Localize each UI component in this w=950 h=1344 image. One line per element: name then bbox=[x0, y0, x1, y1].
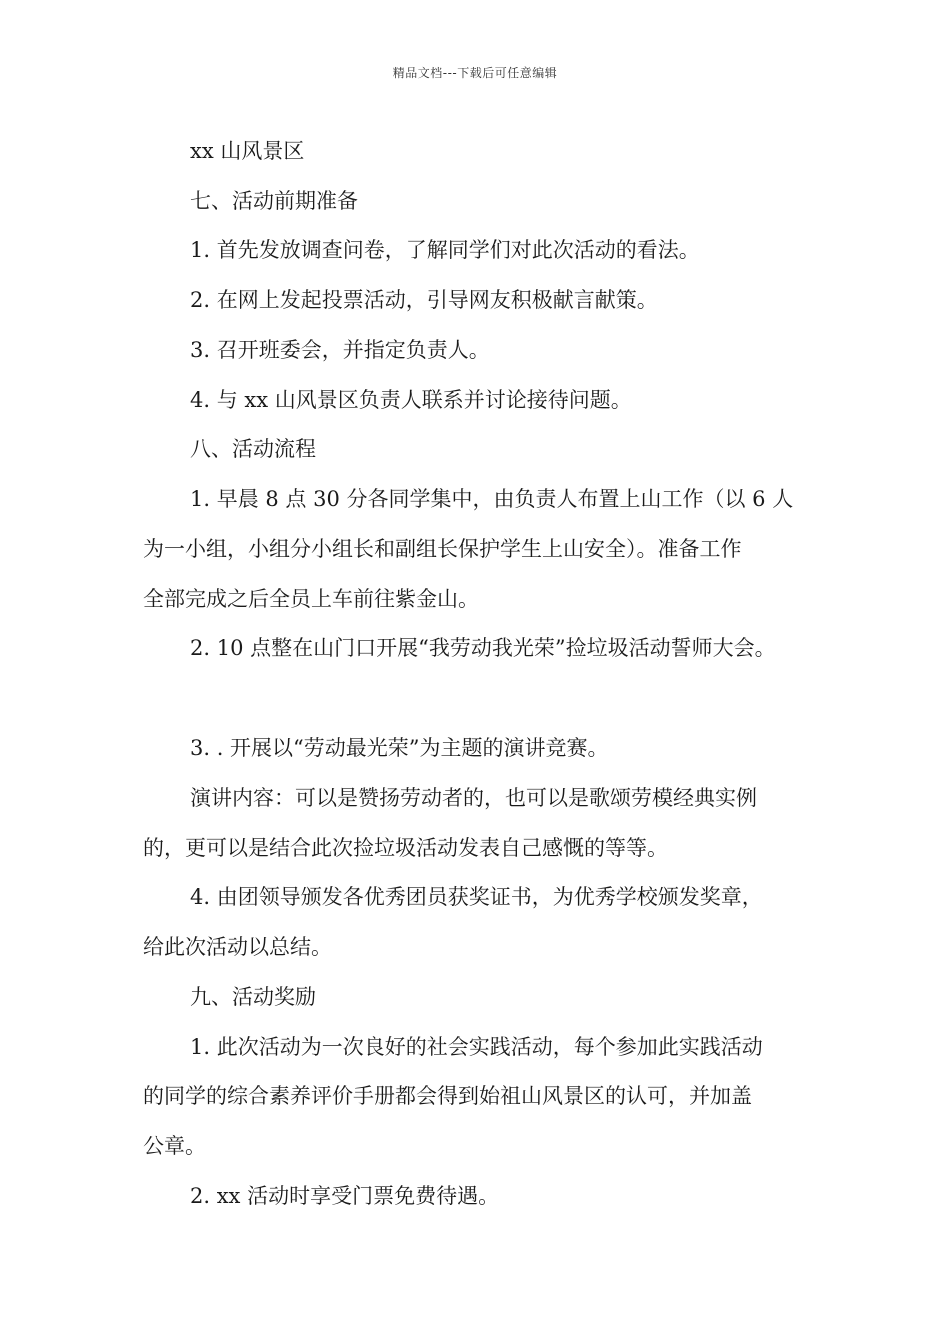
body-line: 给此次活动以总结。 bbox=[143, 935, 332, 959]
body-line: 全部完成之后全员上车前往紫金山。 bbox=[143, 587, 479, 611]
body-line: 1. 早晨 8 点 30 分各同学集中，由负责人布置上山工作（以 6 人 bbox=[190, 487, 794, 511]
body-line: 2. 10 点整在山门口开展“我劳动我光荣”捡垃圾活动誓师大会。 bbox=[190, 636, 776, 660]
body-line: 公章。 bbox=[143, 1134, 206, 1158]
body-line: 3. . 开展以“劳动最光荣”为主题的演讲竞赛。 bbox=[190, 736, 609, 760]
body-line: 演讲内容：可以是赞扬劳动者的，也可以是歌颂劳模经典实例 bbox=[190, 786, 757, 810]
page-header: 精品文档---下载后可任意编辑 bbox=[392, 66, 558, 80]
body-line-venue: xx 山风景区 bbox=[190, 139, 305, 163]
body-line: 为一小组，小组分小组长和副组长保护学生上山安全）。准备工作 bbox=[143, 537, 742, 561]
body-line: 4. 由团领导颁发各优秀团员获奖证书，为优秀学校颁发奖章， bbox=[190, 885, 763, 909]
body-line: 2. 在网上发起投票活动，引导网友积极献言献策。 bbox=[190, 288, 658, 312]
body-line: 4. 与 xx 山风景区负责人联系并讨论接待问题。 bbox=[190, 388, 632, 412]
body-line: 的同学的综合素养评价手册都会得到始祖山风景区的认可，并加盖 bbox=[143, 1084, 752, 1108]
section-heading-process: 八、活动流程 bbox=[190, 437, 316, 461]
body-line: 1. 此次活动为一次良好的社会实践活动，每个参加此实践活动 bbox=[190, 1035, 763, 1059]
section-heading-rewards: 九、活动奖励 bbox=[190, 985, 316, 1009]
body-line: 2. xx 活动时享受门票免费待遇。 bbox=[190, 1184, 500, 1208]
body-line: 3. 召开班委会，并指定负责人。 bbox=[190, 338, 490, 362]
body-line: 的，更可以是结合此次捡垃圾活动发表自己感慨的等等。 bbox=[143, 836, 668, 860]
body-line: 1. 首先发放调查问卷，了解同学们对此次活动的看法。 bbox=[190, 238, 700, 262]
section-heading-preparation: 七、活动前期准备 bbox=[190, 189, 358, 213]
